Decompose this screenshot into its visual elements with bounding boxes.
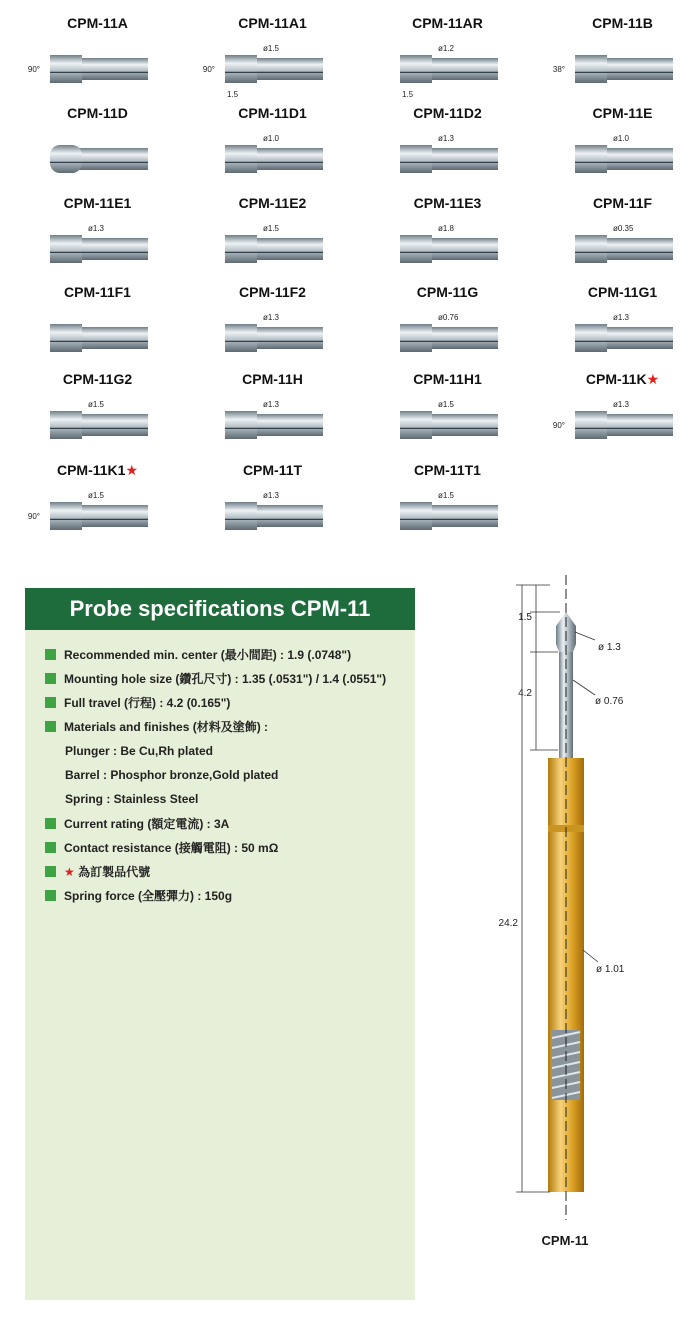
spec-text: Contact resistance (接觸電阻) : 50 mΩ	[64, 841, 279, 855]
tip-drawing	[360, 302, 535, 372]
spec-item	[45, 863, 150, 881]
tip-head	[575, 55, 607, 83]
spec-text: Materials and finishes (材料及塗飾) :	[64, 720, 269, 734]
dim-total-length: 24.2	[498, 918, 518, 929]
tip-head	[50, 145, 82, 173]
tip-title	[535, 195, 700, 211]
tip-dimension: ø1.8	[438, 224, 455, 233]
tip-drawing	[185, 480, 360, 550]
tip-name: CPM-11K	[585, 371, 647, 387]
spec-item	[45, 887, 232, 905]
tip-cpm-11g	[360, 284, 535, 379]
tip-title	[535, 284, 700, 300]
tip-drawing	[535, 123, 700, 193]
tip-head	[50, 55, 82, 83]
tip-cpm-11e3	[360, 195, 535, 290]
tip-drawing	[535, 302, 700, 372]
tip-head	[400, 324, 432, 352]
tip-cpm-11d2	[360, 105, 535, 200]
tip-title	[185, 15, 360, 31]
tip-drawing	[185, 33, 360, 103]
tip-head	[575, 145, 607, 173]
tip-cpm-11f	[535, 195, 700, 290]
tip-title	[185, 105, 360, 121]
tip-title	[360, 371, 535, 387]
tip-head	[50, 324, 82, 352]
tip-drawing	[10, 33, 185, 103]
spec-text: Plunger : Be Cu,Rh plated	[65, 744, 214, 758]
tip-head	[225, 324, 257, 352]
tip-title	[10, 15, 185, 31]
tip-dimension: ø1.2	[438, 44, 455, 53]
tip-cpm-11g2	[10, 371, 185, 466]
tip-name: CPM-11G	[416, 284, 479, 300]
tip-cpm-11t1	[360, 462, 535, 557]
tip-name: CPM-11AR	[412, 15, 483, 31]
spec-text: Spring force (全壓彈力) : 150g	[64, 889, 233, 903]
tip-name: CPM-11G2	[62, 371, 133, 387]
tip-cpm-11g1	[535, 284, 700, 379]
tip-name: CPM-11G1	[587, 284, 658, 300]
tip-drawing	[360, 123, 535, 193]
tip-cpm-11ar	[360, 15, 535, 110]
bullet-square-icon	[45, 866, 56, 877]
tip-name: CPM-11H	[242, 371, 303, 387]
tip-drawing	[360, 389, 535, 459]
tip-cpm-11b	[535, 15, 700, 110]
dim-plunger-diameter: ø 0.76	[595, 696, 624, 707]
tip-dimension: ø0.76	[438, 313, 459, 322]
tip-head	[400, 502, 432, 530]
tip-name: CPM-11D1	[238, 105, 307, 121]
tip-name: CPM-11T1	[414, 462, 481, 478]
tip-dimension: 90°	[27, 65, 40, 74]
tip-title	[10, 195, 185, 211]
spec-item	[45, 646, 351, 664]
spec-item	[65, 742, 213, 760]
tip-title	[10, 462, 185, 479]
tip-head	[225, 235, 257, 263]
tip-title	[360, 284, 535, 300]
tip-head	[400, 145, 432, 173]
tip-name: CPM-11H1	[413, 371, 482, 387]
tip-cpm-11h1	[360, 371, 535, 466]
spec-item	[45, 718, 268, 736]
tip-name: CPM-11D2	[413, 105, 482, 121]
spec-text: 為訂製品代號	[78, 865, 151, 879]
tip-cpm-11e	[535, 105, 700, 200]
tip-drawing	[10, 480, 185, 550]
tip-cpm-11e2	[185, 195, 360, 290]
tip-cpm-11a1	[185, 15, 360, 110]
tip-dimension: ø1.3	[438, 134, 455, 143]
tip-dimension: ø0.35	[613, 224, 634, 233]
tip-name: CPM-11E2	[238, 195, 307, 211]
spec-item	[45, 839, 278, 857]
dim-barrel-diameter: ø 1.01	[596, 964, 625, 975]
tip-drawing	[360, 480, 535, 550]
tip-drawing	[10, 123, 185, 193]
bullet-square-icon	[45, 649, 56, 660]
tip-title	[535, 15, 700, 31]
spec-item	[65, 766, 278, 784]
tip-name: CPM-11K1	[56, 462, 126, 478]
bullet-square-icon	[45, 842, 56, 853]
tip-head	[225, 145, 257, 173]
tip-dimension: ø1.5	[438, 400, 455, 409]
custom-star-icon: ★	[646, 371, 660, 387]
tip-dimension: ø1.3	[613, 400, 630, 409]
tip-title	[185, 195, 360, 211]
tip-title	[185, 371, 360, 387]
tip-name: CPM-11F2	[239, 284, 306, 300]
tip-dimension: ø1.3	[263, 313, 280, 322]
tip-dimension: 90°	[202, 65, 215, 74]
tip-cpm-11k1	[10, 462, 185, 557]
custom-star-icon: ★	[64, 865, 75, 879]
bullet-square-icon	[45, 818, 56, 829]
tip-dimension: ø1.5	[263, 224, 280, 233]
tip-drawing	[360, 33, 535, 103]
bullet-square-icon	[45, 890, 56, 901]
tip-drawing	[10, 213, 185, 283]
tip-dimension: ø1.5	[263, 44, 280, 53]
tip-title	[10, 284, 185, 300]
tip-head	[575, 411, 607, 439]
tip-name: CPM-11T	[242, 462, 303, 478]
tip-dimension: ø1.0	[263, 134, 280, 143]
tip-title	[10, 371, 185, 387]
tip-head	[225, 55, 257, 83]
tip-drawing	[185, 302, 360, 372]
tip-name: CPM-11F	[592, 195, 653, 211]
tip-cpm-11d	[10, 105, 185, 200]
spec-text: Recommended min. center (最小間距) : 1.9 (.0748")	[64, 648, 352, 662]
tip-cpm-11d1	[185, 105, 360, 200]
spec-item	[65, 790, 198, 808]
tip-head	[400, 235, 432, 263]
spec-item	[45, 694, 230, 712]
probe-diagram	[480, 570, 640, 1230]
tip-drawing	[10, 389, 185, 459]
bullet-square-icon	[45, 673, 56, 684]
tip-dimension: 1.5	[402, 90, 414, 99]
tip-title	[360, 462, 535, 478]
tip-drawing	[535, 389, 700, 459]
spec-text: Mounting hole size (鑽孔尺寸) : 1.35 (.0531") / 1.4 (.0551")	[64, 672, 387, 686]
tip-title	[535, 371, 700, 388]
tip-head	[225, 411, 257, 439]
tip-head	[50, 502, 82, 530]
bullet-square-icon	[45, 721, 56, 732]
tip-dimension: ø1.3	[263, 491, 280, 500]
tip-head	[575, 324, 607, 352]
tip-name: CPM-11E3	[413, 195, 482, 211]
spec-item	[45, 815, 229, 833]
tip-name: CPM-11A	[67, 15, 128, 31]
spec-text: Barrel : Phosphor bronze,Gold plated	[65, 768, 279, 782]
tip-cpm-11h	[185, 371, 360, 466]
tip-dimension: 38°	[552, 65, 565, 74]
tip-head	[225, 502, 257, 530]
tip-head	[575, 235, 607, 263]
tip-name: CPM-11F1	[64, 284, 131, 300]
diagram-label: CPM-11	[541, 1233, 589, 1248]
tip-cpm-11k	[535, 371, 700, 466]
tip-drawing	[10, 302, 185, 372]
tip-title	[360, 15, 535, 31]
spec-text: Full travel (行程) : 4.2 (0.165")	[64, 696, 231, 710]
tip-dimension: ø1.5	[438, 491, 455, 500]
spec-item	[45, 670, 386, 688]
tip-drawing	[535, 213, 700, 283]
dim-tip-diameter: ø 1.3	[598, 642, 621, 653]
tip-dimension: ø1.0	[613, 134, 630, 143]
tip-dimension: 1.5	[227, 90, 239, 99]
spec-text: Current rating (額定電流) : 3A	[64, 817, 230, 831]
tip-dimension: ø1.3	[88, 224, 105, 233]
tip-head	[400, 55, 432, 83]
dim-tip-length: 1.5	[518, 612, 532, 623]
tip-cpm-11e1	[10, 195, 185, 290]
tip-name: CPM-11B	[592, 15, 653, 31]
tip-drawing	[185, 389, 360, 459]
tip-cpm-11f1	[10, 284, 185, 379]
tip-head	[400, 411, 432, 439]
tip-title	[10, 105, 185, 121]
tip-cpm-11f2	[185, 284, 360, 379]
tip-cpm-11t	[185, 462, 360, 557]
tip-name: CPM-11D	[67, 105, 128, 121]
tip-dimension: 90°	[552, 421, 565, 430]
tip-title	[360, 195, 535, 211]
tip-drawing	[360, 213, 535, 283]
tip-title	[535, 105, 700, 121]
tip-name: CPM-11A1	[238, 15, 307, 31]
tip-dimension: ø1.5	[88, 491, 105, 500]
tip-dimension: ø1.3	[263, 400, 280, 409]
dim-travel: 4.2	[518, 688, 532, 699]
specs-title: Probe specifications CPM-11	[69, 596, 371, 621]
tip-name: CPM-11E1	[63, 195, 132, 211]
tip-dimension: 90°	[27, 512, 40, 521]
tip-title	[360, 105, 535, 121]
tip-head	[50, 411, 82, 439]
tip-head	[50, 235, 82, 263]
tip-dimension: ø1.5	[88, 400, 105, 409]
tip-drawing	[185, 123, 360, 193]
tip-dimension: ø1.3	[613, 313, 630, 322]
tip-title	[185, 284, 360, 300]
tip-drawing	[535, 33, 700, 103]
tip-title	[185, 462, 360, 478]
tip-cpm-11a	[10, 15, 185, 110]
custom-star-icon: ★	[125, 462, 139, 478]
spec-text: Spring : Stainless Steel	[65, 792, 199, 806]
bullet-square-icon	[45, 697, 56, 708]
tip-name: CPM-11E	[592, 105, 653, 121]
tip-drawing	[185, 213, 360, 283]
